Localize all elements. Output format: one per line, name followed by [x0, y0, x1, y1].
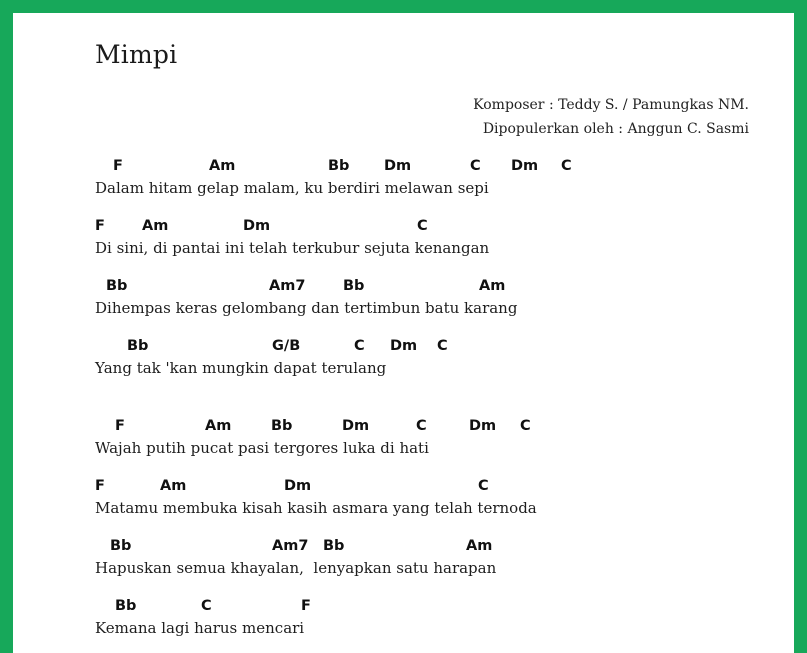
stanza	[95, 418, 755, 457]
chord: Dm	[384, 158, 412, 174]
stanza	[95, 538, 755, 577]
chord-line	[95, 538, 755, 558]
lyric-line: Di sini, di pantai ini telah terkubur sejuta kenangan	[95, 239, 490, 257]
lyric-line: Dalam hitam gelap malam, ku berdiri melawan sepi	[95, 179, 489, 197]
chord: Dm	[390, 338, 418, 354]
chord-line	[95, 218, 755, 238]
lyric-line: Wajah putih pucat pasi tergores luka di hati	[95, 439, 429, 457]
chord: C	[416, 418, 427, 434]
chord: F	[115, 418, 125, 434]
chord: Dm	[284, 478, 312, 494]
chord: Dm	[243, 218, 271, 234]
lyric-line: Yang tak 'kan mungkin dapat terulang	[95, 359, 387, 377]
chord: Bb	[106, 278, 128, 294]
popularized-by-credit: Dipopulerkan oleh : Anggun C. Sasmi	[482, 121, 749, 137]
chord: C	[417, 218, 428, 234]
chord: F	[95, 478, 105, 494]
chord: Dm	[342, 418, 370, 434]
chord: Am7	[269, 278, 306, 294]
stanza	[95, 598, 755, 637]
chord: F	[95, 218, 105, 234]
chord: G/B	[272, 338, 301, 354]
chord: C	[201, 598, 212, 614]
lyric-line: Kemana lagi harus mencari	[95, 619, 305, 637]
chord: C	[470, 158, 481, 174]
document-page	[13, 13, 794, 653]
chord: Am7	[272, 538, 309, 554]
stanza	[95, 338, 755, 377]
chord-line	[95, 158, 755, 178]
chord: Am	[209, 158, 236, 174]
chord: Bb	[323, 538, 345, 554]
chord-line	[95, 478, 755, 498]
chord: C	[478, 478, 489, 494]
song-title: Mimpi	[95, 40, 178, 69]
composer-credit: Komposer : Teddy S. / Pamungkas NM.	[473, 97, 749, 113]
chord: C	[354, 338, 365, 354]
stanza	[95, 218, 755, 257]
chord-line	[95, 598, 755, 618]
lyric-line: Matamu membuka kisah kasih asmara yang telah ternoda	[95, 499, 537, 517]
chord: F	[113, 158, 123, 174]
chord: Bb	[343, 278, 365, 294]
chord: C	[437, 338, 448, 354]
chord: Am	[466, 538, 493, 554]
chord: Am	[205, 418, 232, 434]
chord: Am	[479, 278, 506, 294]
lyric-line: Hapuskan semua khayalan, lenyapkan satu harapan	[95, 559, 497, 577]
chord-line	[95, 278, 755, 298]
chord: Bb	[271, 418, 293, 434]
chord: Bb	[127, 338, 149, 354]
chord: Bb	[328, 158, 350, 174]
stanza	[95, 278, 755, 317]
stanza	[95, 158, 755, 197]
chord: Am	[142, 218, 169, 234]
chord: C	[561, 158, 572, 174]
chord-line	[95, 338, 755, 358]
chord: Bb	[110, 538, 132, 554]
chord: C	[520, 418, 531, 434]
chord: F	[301, 598, 311, 614]
lyric-line: Dihempas keras gelombang dan tertimbun batu karang	[95, 299, 518, 317]
chord-line	[95, 418, 755, 438]
chord: Dm	[511, 158, 539, 174]
chord: Bb	[115, 598, 137, 614]
chord: Dm	[469, 418, 497, 434]
stanza	[95, 478, 755, 517]
chord: Am	[160, 478, 187, 494]
